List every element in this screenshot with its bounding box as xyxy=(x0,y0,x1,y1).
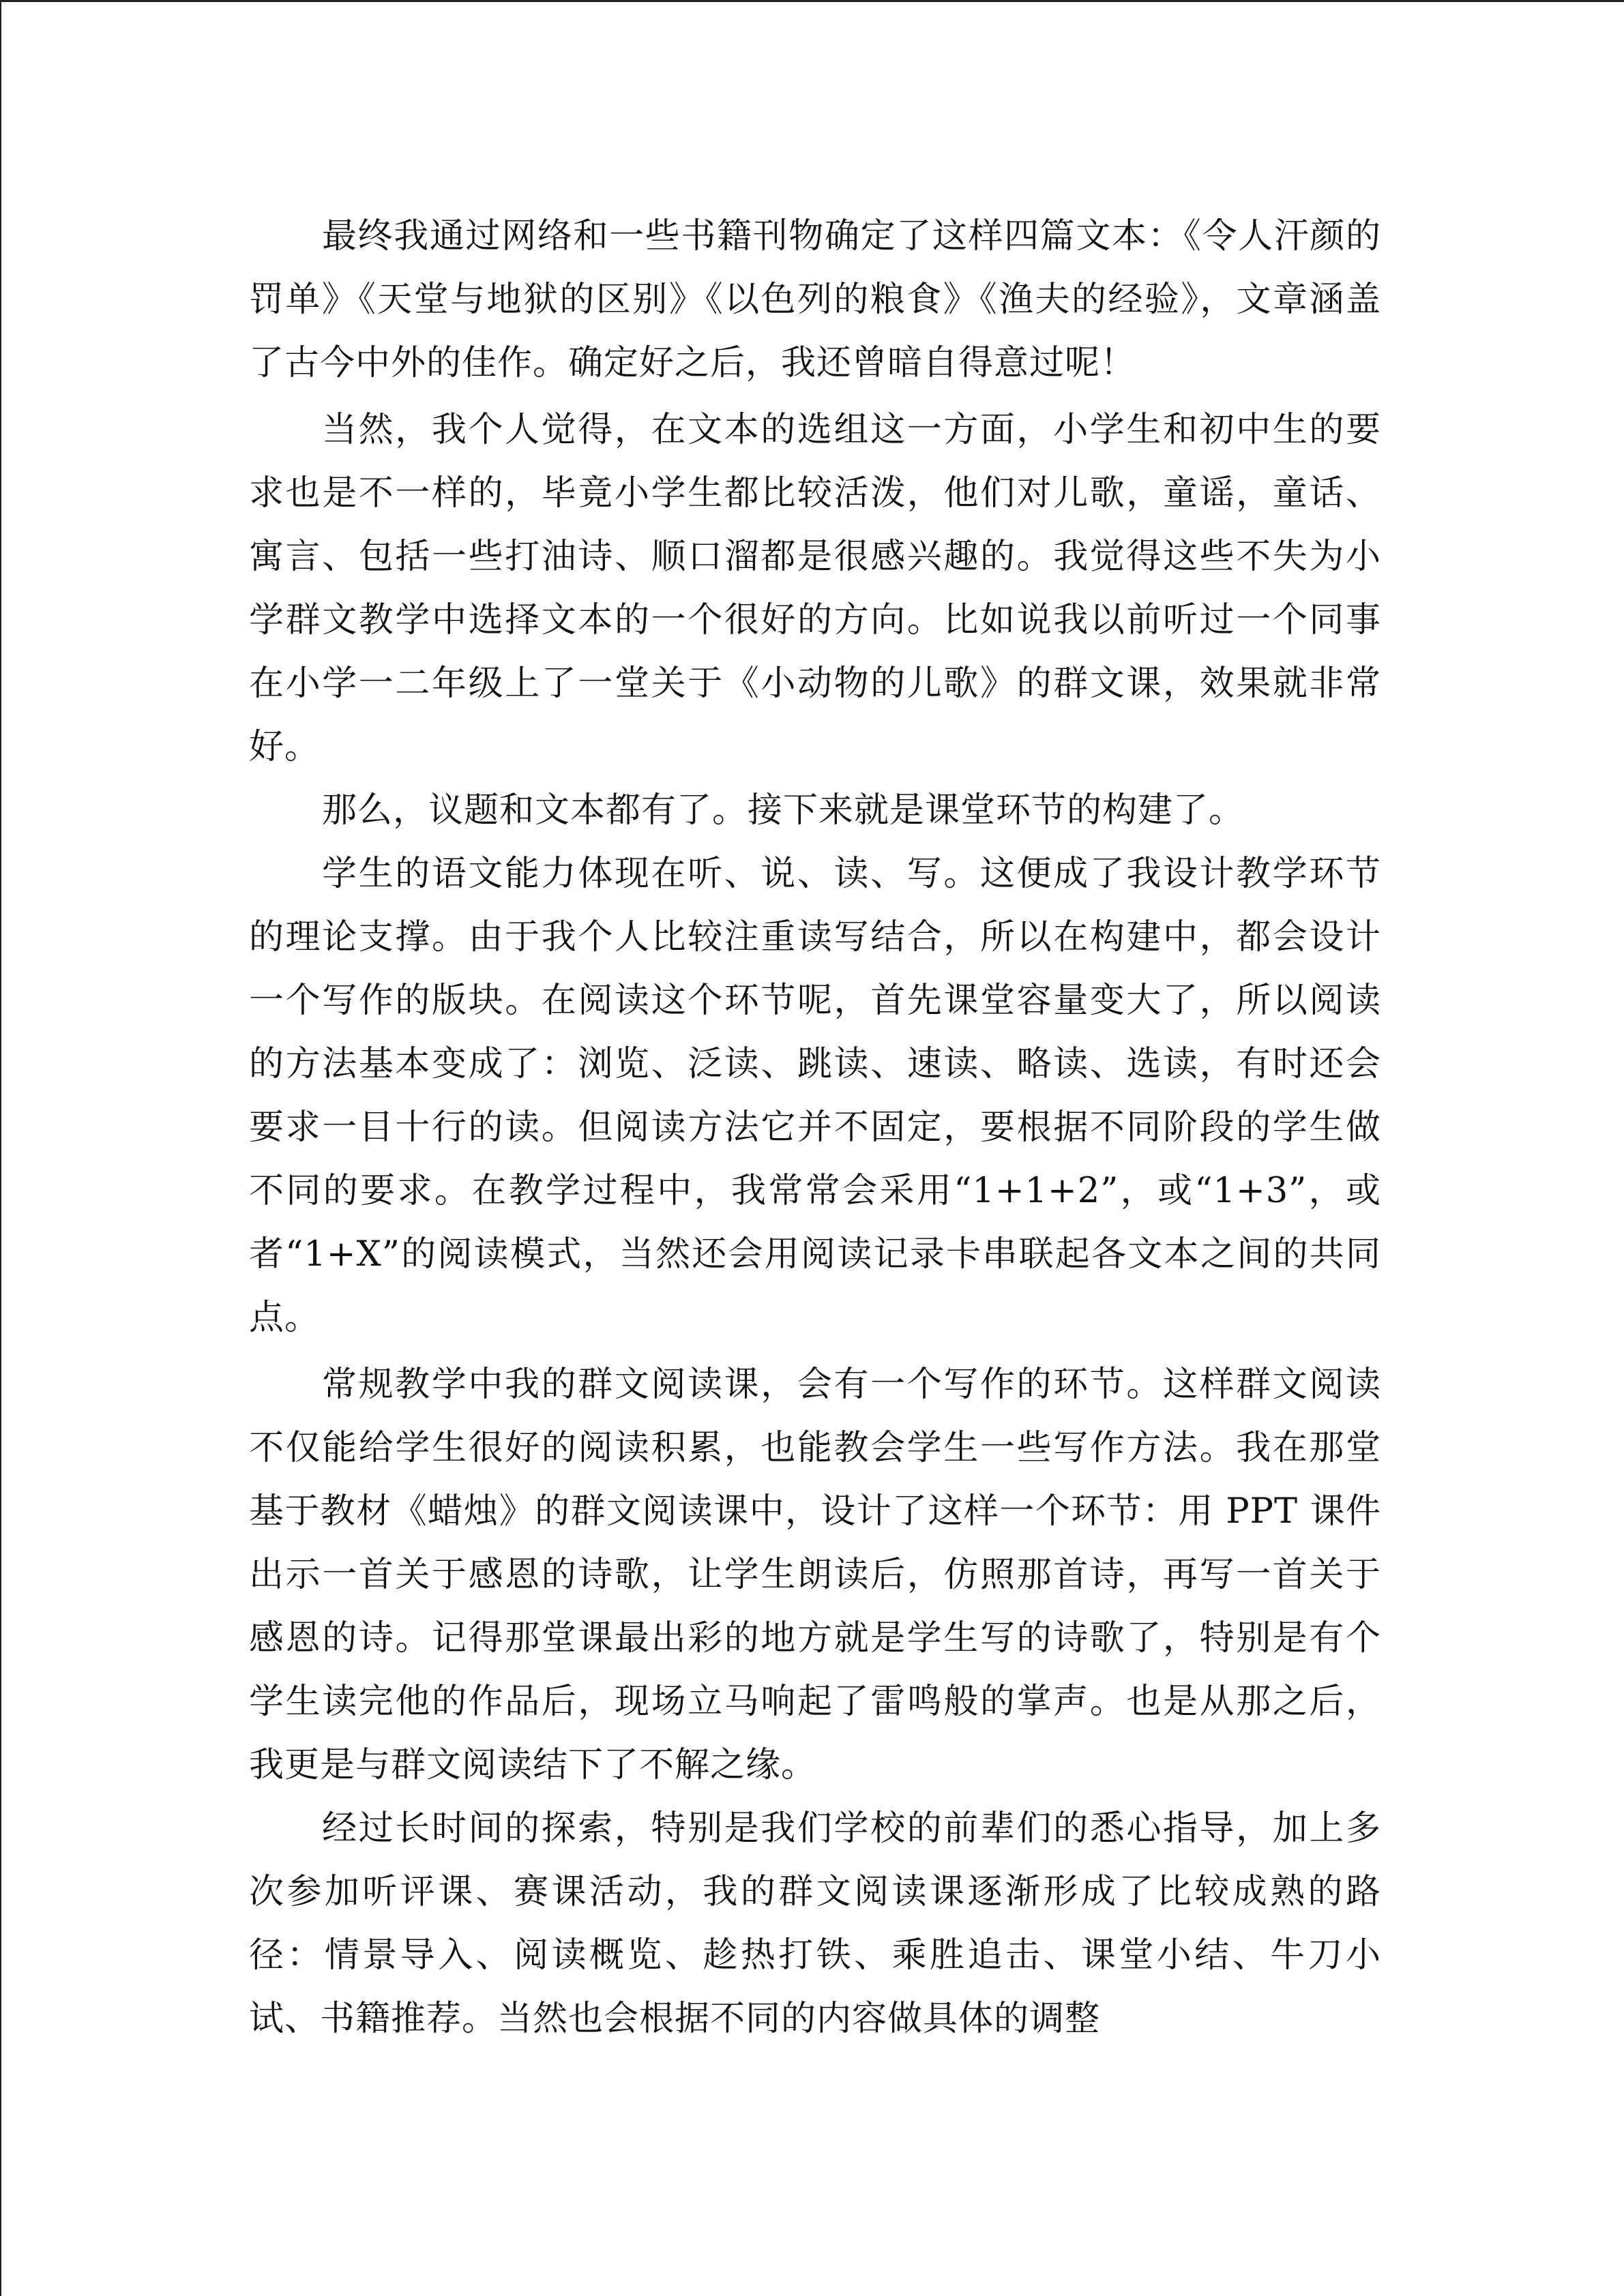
page-left-border xyxy=(0,0,1,2296)
paragraph-text-selection-criteria: 当然，我个人觉得，在文本的选组这一方面，小学生和初中生的要求也是不一样的，毕竟小学生都比较活泼，他们对儿歌，童谣，童话、寓言、包括一些打油诗、顺口溜都是很感兴趣的。我觉得这些不失为小学群文教学中选择文本的一个很好的方向。比如说我以前听过一个同事在小学一二年级上了一堂关于《小动物的儿歌》的群文课，效果就非常好。 xyxy=(249,410,1381,767)
page-top-border xyxy=(0,0,1624,2)
paragraph-teaching-path: 经过长时间的探索，特别是我们学校的前辈们的悉心指导，加上多次参加听评课、赛课活动，我的群文阅读课逐渐形成了比较成熟的路径：情景导入、阅读概览、趁热打铁、乘胜追击、课堂小结、牛刀小试、书籍推荐。当然也会根据不同的内容做具体的调整 xyxy=(249,1808,1381,2039)
paragraph-classroom-design: 学生的语文能力体现在听、说、读、写。这便成了我设计教学环节的理论支撑。由于我个人比较注重读写结合，所以在构建中，都会设计一个写作的版块。在阅读这个环节呢，首先课堂容量变大了，所以阅读的方法基本变成了：浏览、泛读、跳读、速读、略读、选读，有时还会要求一目十行的读。但阅读方法它并不固定，要根据不同阶段的学生做不同的要求。在教学过程中，我常常会采用“1+1+2”，或“1+3”，或者“1+X”的阅读模式，当然还会用阅读记录卡串联起各文本之间的共同点。 xyxy=(249,854,1381,1338)
document-body xyxy=(249,205,1381,2051)
paragraph-writing-segment: 常规教学中我的群文阅读课，会有一个写作的环节。这样群文阅读不仅能给学生很好的阅读积累，也能教会学生一些写作方法。我在那堂基于教材《蜡烛》的群文阅读课中，设计了这样一个环节：用 PPT 课件出示一首关于感恩的诗歌，让学生朗读后，仿照那首诗，再写一首关于感恩的诗。记得那堂课最出彩的地方就是学生写的诗歌了，特别是有个学生读完他的作品后，现场立马响起了雷鸣般的掌声。也是从那之后，我更是与群文阅读结下了不解之缘。 xyxy=(249,1365,1381,1785)
paragraph-text-selection: 最终我通过网络和一些书籍刊物确定了这样四篇文本：《令人汗颜的罚单》《天堂与地狱的区别》《以色列的粮食》《渔夫的经验》，文章涵盖了古今中外的佳作。确定好之后，我还曾暗自得意过呢！ xyxy=(249,216,1381,383)
paragraph-topic-and-text-ready: 那么，议题和文本都有了。接下来就是课堂环节的构建了。 xyxy=(322,790,1245,831)
